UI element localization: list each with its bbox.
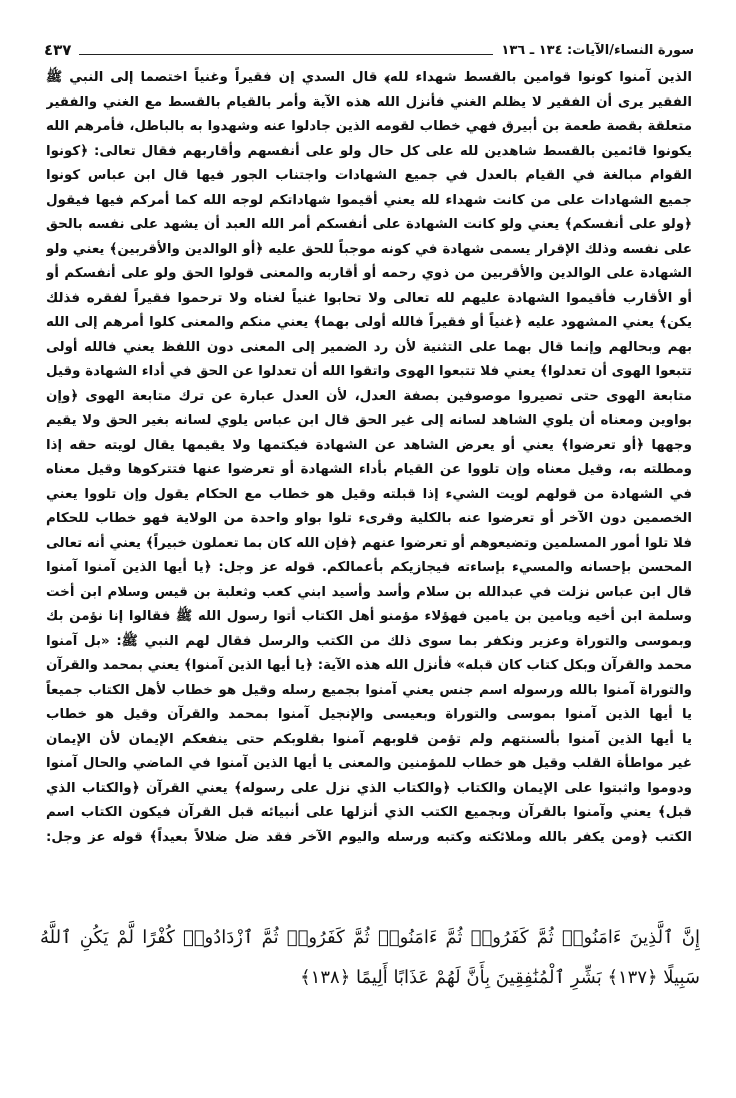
text-line: يا أيها الذين آمنوا بموسى والتوراة وبعيسى والإنجيل آمنوا بمحمد والقرآن وقيل هو خطاب [46,707,692,722]
verse-line: إِنَّ ٱلَّذِينَ ءَامَنُوا۟ ثُمَّ كَفَرُوا۟ ثُمَّ ءَامَنُوا۟ ثُمَّ كَفَرُوا۟ ثُمَّ ٱزْدَادُوا۟ كُفْرًا لَّمْ يَكُنِ ٱللَّهُ [40,927,700,948]
text-line: أو الأقارب فأقيموا الشهادة عليهم لله تعالى ولا تحابوا غنياً لغناه ولا ترحموا فقيراً لفقره فذلك [46,290,692,306]
text-line: وبموسى والتوراة وعزير ونكفر بما سوى ذلك من الكتب والرسل فقال لهم النبي ﷺ: «بل آمنوا [46,633,692,649]
text-line: جميع الشهادات على من كانت شهداء لله يعني أقيموا شهاداتكم لوجه الله كما أمركم فيها فيقول [46,192,692,208]
text-line: على نفسه وذلك الإقرار يسمى شهادة في كونه موجباً للحق عليه ﴿أو الوالدين والأقربين﴾ يعني ولو [46,241,692,257]
text-line: بهم وبحالهم وإنما قال بهما على التثنية لأن رد الضمير إلى المعنى دون اللفظ يعني فالله أولى [46,339,692,355]
text-line: الخصمين دون الآخر أو تعرضوا عنه بالكلية وقرىء تلوا بواو واحدة من الولاية فهو خطاب للحكام [46,511,692,526]
text-line: فلا تلوا أمور المسلمين وتضيعوهم أو تعرضوا عنهم ﴿فإن الله كان بما تعملون خبيراً﴾ يعني أنه تعالى [46,535,692,551]
text-line: في الشهادة من قولهم لويت الشيء إذا قبلته وقيل هو خطاب مع الحكام يقول وإن تلووا يعني [46,486,692,502]
quran-verses [40,918,700,998]
text-line: ودوموا واثبتوا على الإيمان والكتاب ﴿والكتاب الذي نزل على رسوله﴾ يعني القرآن ﴿والكتاب الذي [46,780,692,796]
text-line: قال ابن عباس نزلت في عبدالله بن سلام وأسد وأسيد ابني كعب وثعلبة بن قيس وسلام ابن أخت [46,584,692,600]
text-line: يكونوا قائمين بالقسط شاهدين لله على كل حال ولو على أنفسهم وأقاربهم فقال تعالى: ﴿كونوا [46,143,692,159]
text-line: الذين آمنوا كونوا قوامين بالقسط شهداء لله﴾ قال السدي إن فقيراً وغنياً اختصما إلى النبي ﷺ [46,70,692,85]
text-line: الكتب ﴿ومن يكفر بالله وملائكته وكتبه ورسله واليوم الآخر فقد ضل ضلالاً بعيداً﴾ قوله عز وجل: [46,829,692,845]
text-line: وجهها ﴿أو تعرضوا﴾ يعني أو يعرض الشاهد عن الشهادة فيكتمها ولا يقيمها يقال لويته حقه إذا [46,437,692,453]
text-line: غير مواطأة القلب وقيل هو خطاب للمؤمنين والمعنى يا أيها الذين آمنوا في الماضي والحال آمنوا [46,756,692,771]
text-line: متابعة الهوى حتى تصيروا موصوفين بصفة العدل، لأن العدل عبارة عن ترك متابعة الهوى ﴿وإن [46,388,692,404]
text-line: والتوراة آمنوا بالله ورسوله اسم جنس يعني آمنوا بجميع رسله وقيل هو خطاب لأهل الكتاب جميعاً [46,682,692,698]
text-line: محمد والقرآن وبكل كتاب كان قبله» فأنزل الله هذه الآية: ﴿يا أيها الذين آمنوا﴾ يعني بمحمد والقرآن [46,658,692,673]
text-line: القوام مبالغة في القيام بالعدل في جميع الشهادات واجتناب الجور فيها قال ابن عباس كونوا [46,168,692,183]
page-number: ٤٣٧ [44,41,72,59]
text-line: متعلقة بقصة طعمة بن أبيرق فهي خطاب لقومه الذين جادلوا عنه وشهدوا به بالباطل، فأمرهم الله [46,119,692,134]
page-header [44,40,694,60]
text-line: ﴿ولو على أنفسكم﴾ يعني ولو كانت الشهادة على أنفسكم أمر الله العبد أن يشهد على نفسه بالحق [46,217,692,232]
text-line: المحسن بإحسانه والمسيء بإساءته فيجازيكم بأعمالكم. قوله عز وجل: ﴿يا أيها الذين آمنوا آمنوا [46,560,692,575]
text-line: يا أيها الذين آمنوا بألسنتهم ولم تؤمن قلوبهم آمنوا بقلوبكم حتى ينفعكم الإيمان لأن الإيمان [46,731,692,747]
text-line: الشهادة على الوالدين والأقربين من ذوي رحمه أو أقاربه والمعنى قولوا الحق ولو على أنفسكم أو [46,266,692,281]
running-title: سورة النساء/الآيات: ١٣٤ ـ ١٣٦ [501,42,694,58]
text-line: يكن﴾ يعني المشهود عليه ﴿غنياً أو فقيراً فالله أولى بهما﴾ يعني منكم والمعنى كلوا أمرهم إلى الله [46,315,692,330]
text-line: بواوين ومعناه أن يلوي الشاهد لسانه إلى غير الحق قال ابن عباس يلوي لسانه بغير الحق ولا يقيم [46,413,692,428]
header-rule [79,46,493,55]
verse-line: سَبِيلًا ﴿١٣٧﴾ بَشِّرِ ٱلْمُنَٰفِقِينَ بِأَنَّ لَهُمْ عَذَابًا أَلِيمًا ﴿١٣٨﴾ [300,967,700,988]
commentary-text [46,66,692,850]
text-line: وسلمة ابن أخيه ويامين بن يامين فهؤلاء مؤمنو أهل الكتاب أتوا رسول الله ﷺ فقالوا إنا نؤمن بك [46,609,692,624]
text-line: تتبعوا الهوى أن تعدلوا﴾ يعني فلا تتبعوا الهوى واتقوا الله أن تعدلوا عن الحق في أداء الشهادة وقيل [46,364,692,379]
text-line: الفقير يرى أن الفقير لا يظلم الغني فأنزل الله هذه الآية وأمر بالقيام بالقسط مع الغني والفقير [46,94,692,110]
text-line: قبل﴾ يعني وآمنوا بالقرآن وبجميع الكتب الذي أنزلها على أنبيائه قبل القرآن فيكون الكتاب اسم [46,805,692,820]
text-line: ومطلته به، وقيل معناه وإن تلووا عن القيام بأداء الشهادة أو تعرضوا عنها فتتركوها وقيل معناه [46,462,692,477]
